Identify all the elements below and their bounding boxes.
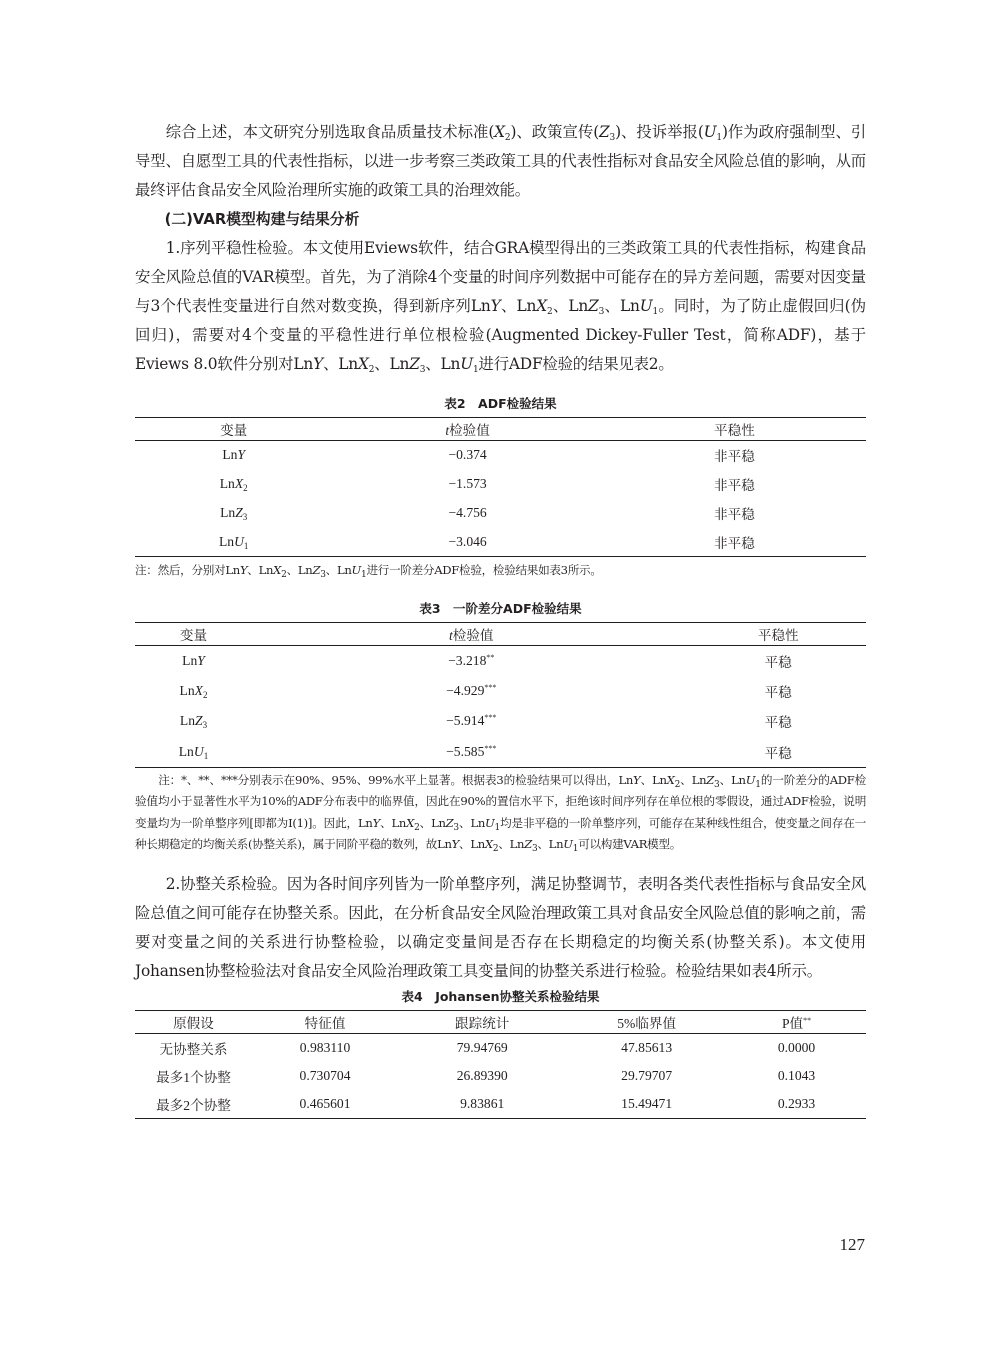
cell-stationarity: 平稳	[764, 745, 792, 761]
cell-t-value: −4.756	[448, 505, 487, 520]
cell-t-value: −1.573	[448, 476, 487, 491]
header-stationarity: 平稳性	[757, 627, 799, 643]
table3-caption: 表3 一阶差分ADF检验结果	[419, 600, 582, 616]
header-variable: 变量	[179, 627, 208, 643]
cell-stationarity: 非平稳	[714, 449, 755, 465]
section-heading: (二)VAR模型构建与结果分析	[164, 211, 360, 228]
cell-p-value: 0.1043	[777, 1068, 816, 1084]
table-row	[135, 499, 866, 528]
variable-list: LnY、LnX$_2$、LnZ$_3$、LnU$_1$	[618, 772, 761, 790]
cell-variable: LnY	[182, 652, 205, 668]
variable-list: LnY、LnX$_2$、LnZ$_3$、LnU$_1$	[225, 563, 367, 580]
cell-stationarity: 非平稳	[714, 478, 755, 493]
table-row	[135, 706, 866, 737]
header-eigenvalue: 特征值	[304, 1015, 346, 1031]
table-header-row	[135, 622, 866, 645]
cell-t-value: −0.374	[448, 447, 487, 463]
stationarity-paragraph: 1.序列平稳性检验。本文使用Eviews软件，结合GRA模型得出的三类政策工具的代表性指标，构建食品安全风险总值的VAR模型。首先，为了消除4个变量的时间序列数据中可能存在的异方差问题，需要对因变量与3个代表性变量进行自然对数变换，得到新序列LnY、LnX$_2$、LnZ$_3$、LnU$_1$。同时，为了防止虚假回归(伪回归)，需要对4个变量的平稳性进行单位根检验(Augmented Dickey-Fuller Test，简称ADF)，基于Eviews 8.0软件分别对LnY、LnX$_2$、LnZ$_3$、LnU$_1$进行ADF检验的结果见表2。	[135, 239, 866, 375]
table-row	[135, 1062, 866, 1091]
table-row	[135, 1033, 866, 1062]
header-t-value: t检验值	[448, 627, 494, 643]
cell-stationarity: 平稳	[764, 715, 792, 731]
table2-note: 注：然后，分别对LnY、LnX$_2$、LnZ$_3$、LnU$_1$进行一阶差分ADF检验，检验结果如表3所示。	[135, 563, 602, 580]
cointegration-paragraph: 2.协整关系检验。因为各时间序列皆为一阶单整序列，满足协整调节，表明各类代表性指标与食品安全风险总值之间可能存在协整关系。因此，在分析食品安全风险治理政策工具对食品安全风险总值的影响之前，需要对变量之间的关系进行协整检验，以确定变量间是否存在长期稳定的均衡关系(协整关系)。本文使用Johansen协整检验法对食品安全风险治理政策工具变量间的协整关系进行检验。检验结果如表4所示。	[135, 874, 866, 980]
cell-critical-value: 47.85613	[621, 1039, 673, 1055]
table-row	[135, 470, 866, 499]
cell-variable: LnY	[222, 447, 246, 463]
variable-list: LnY、LnX$_2$、LnZ$_3$、LnU$_1$	[470, 297, 659, 317]
cell-p-value: 0.2933	[777, 1096, 816, 1112]
cell-null-hypothesis: 无协整关系	[159, 1041, 228, 1057]
cell-critical-value: 15.49471	[621, 1096, 673, 1112]
table-row	[135, 441, 866, 470]
table2-adf	[135, 417, 866, 557]
cell-t-value: −5.585***	[446, 743, 497, 759]
cell-variable: LnX$_2$	[179, 682, 208, 700]
cell-stationarity: 平稳	[764, 654, 792, 670]
cell-variable: LnX$_2$	[219, 476, 248, 493]
header-variable: 变量	[220, 423, 248, 438]
page-body	[135, 118, 866, 1119]
cell-eigenvalue: 0.983110	[299, 1039, 351, 1055]
table2-caption: 表2 ADF检验结果	[444, 396, 557, 411]
cell-stationarity: 非平稳	[714, 507, 755, 522]
header-trace-statistic: 跟踪统计	[455, 1015, 510, 1031]
cell-stationarity: 非平稳	[714, 535, 755, 551]
cell-stationarity: 平稳	[764, 684, 792, 700]
cell-trace-statistic: 26.89390	[456, 1068, 508, 1084]
table3-note: 注：*、**、***分别表示在90%、95%、99%水平上显著。根据表3的检验结果可以得出，LnY、LnX$_2$、LnZ$_3$、LnU$_1$的一阶差分的ADF检验值均小于显著性水平为10%的ADF分布表中的临界值，因此在90%的置信水平下，拒绝该时间序列存在单位根的零假设，通过ADF检验，说明变量均为一阶单整序列[即都为I(1)]。因此，LnY、LnX$_2$、LnZ$_3$、LnU$_1$均是非平稳的一阶单整序列，可能存在某种线性组合，使变量之间存在一种长期稳定的均衡关系(协整关系)，属于同阶平稳的数列，故LnY、LnX$_2$、LnZ$_3$、LnU$_1$可以构建VAR模型。	[135, 772, 866, 855]
cell-null-hypothesis: 最多1个协整	[156, 1070, 231, 1086]
table-row	[135, 737, 866, 768]
cell-t-value: −3.218**	[448, 652, 495, 668]
variable-list: LnY、LnX$_2$、LnZ$_3$、LnU$_1$	[293, 355, 479, 375]
cell-t-value: −4.929***	[446, 682, 497, 698]
cell-trace-statistic: 79.94769	[456, 1039, 508, 1055]
table3-first-diff-adf	[135, 622, 866, 768]
table-row	[135, 1090, 866, 1119]
table4-caption: 表4 Johansen协整关系检验结果	[401, 988, 600, 1004]
header-t-value: t检验值	[445, 423, 490, 438]
table-row	[135, 676, 866, 707]
cell-variable: LnU$_1$	[218, 533, 249, 551]
header-null-hypothesis: 原假设	[173, 1015, 214, 1031]
cell-critical-value: 29.79707	[621, 1068, 673, 1084]
cell-t-value: −3.046	[448, 533, 487, 549]
cell-null-hypothesis: 最多2个协整	[156, 1098, 231, 1114]
header-stationarity: 平稳性	[714, 423, 755, 438]
table-header-row	[135, 418, 866, 441]
cell-eigenvalue: 0.730704	[299, 1068, 351, 1084]
cell-p-value: 0.0000	[777, 1039, 816, 1055]
variable-list: LnY、LnX$_2$、LnZ$_3$、LnU$_1$	[437, 837, 579, 855]
intro-paragraph: 综合上述，本文研究分别选取食品质量技术标准$(X_2)$、政策宣传$(Z_3)$、投诉举报$(U_1)$作为政府强制型、引导型、自愿型工具的代表性指标，以进一步考察三类政策工具的代表性指标对食品安全风险总值的影响，从而最终评估食品安全风险治理所实施的政策工具的治理效能。	[135, 123, 866, 199]
cell-trace-statistic: 9.83861	[460, 1096, 505, 1112]
header-p-value: P值**	[781, 1015, 812, 1031]
page-number: 127	[839, 1235, 865, 1254]
table-header-row	[135, 1010, 866, 1033]
cell-t-value: −5.914***	[446, 713, 497, 729]
cell-variable: LnZ$_3$	[220, 505, 248, 522]
cell-variable: LnZ$_3$	[179, 713, 208, 731]
cell-variable: LnU$_1$	[178, 743, 209, 761]
table-row	[135, 645, 866, 676]
table-row	[135, 528, 866, 557]
cell-eigenvalue: 0.465601	[299, 1096, 351, 1112]
table4-johansen	[135, 1010, 866, 1120]
variable-list: LnY、LnX$_2$、LnZ$_3$、LnU$_1$	[358, 815, 500, 833]
header-critical-value: 5%临界值	[617, 1015, 677, 1031]
